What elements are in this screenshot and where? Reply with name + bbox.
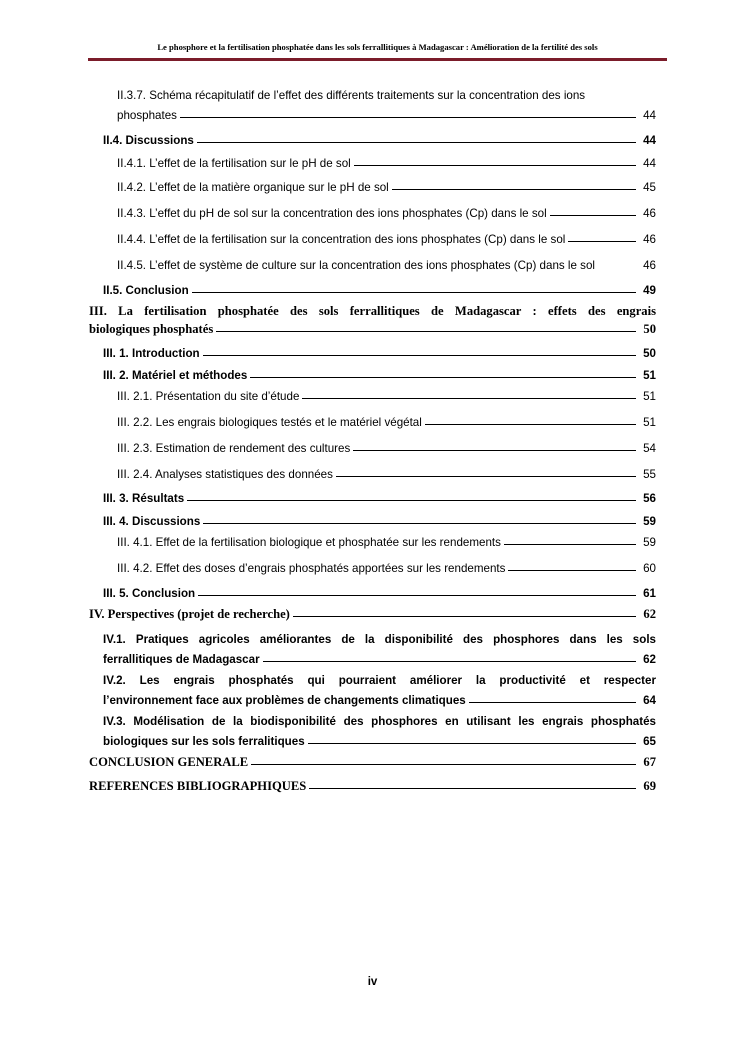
toc-entry-ii-5[interactable]	[103, 283, 656, 301]
toc-entry-iii-5[interactable]	[103, 586, 656, 604]
toc-page-number: 56	[643, 492, 656, 505]
toc-entry-title-line2: ferrallitiques de Madagascar	[103, 653, 260, 666]
toc-page-number: 44	[643, 157, 656, 170]
leader-line	[550, 215, 636, 216]
toc-entry-title: III. 5. Conclusion	[103, 587, 196, 600]
toc-entry-iii-1[interactable]	[103, 346, 656, 364]
toc-page-number: 61	[643, 587, 656, 600]
toc-entry-title: III. 2.1. Présentation du site d’étude	[117, 390, 300, 403]
toc-conclusion-generale[interactable]	[89, 754, 656, 772]
leader-line	[568, 241, 636, 242]
toc-entry-title-line2: biologiques sur les sols ferralitiques	[103, 735, 305, 748]
leader-line	[263, 661, 636, 662]
toc-page-number: 50	[643, 322, 656, 336]
toc-entry-iii-4-1[interactable]	[117, 535, 656, 553]
toc-entry-iv-2[interactable]	[103, 673, 656, 711]
leader-line	[353, 450, 636, 451]
toc-page-number: 49	[643, 284, 656, 297]
toc-page-number: 59	[643, 536, 656, 549]
toc-entry-title: II.4. Discussions	[103, 134, 194, 147]
leader-line	[198, 595, 636, 596]
toc-entry-title: III. 2.4. Analyses statistiques des données	[117, 468, 333, 481]
toc-entry-ii-4-1[interactable]	[117, 156, 656, 174]
toc-page-number: 51	[643, 390, 656, 403]
toc-entry-title: II.4.2. L’effet de la matière organique sur le pH de sol	[117, 181, 389, 194]
toc-entry-title-line1: III. La fertilisation phosphatée des sols ferrallitiques de Madagascar : effets des engrais	[89, 304, 656, 318]
toc-page-number: 50	[643, 347, 656, 360]
toc-page-number: 64	[643, 694, 656, 707]
toc-entry-title: III. 4.2. Effet des doses d’engrais phosphatés apportées sur les rendements	[117, 562, 506, 575]
toc-entry-title-line1: IV.3. Modélisation de la biodisponibilité des phosphores en utilisant les engrais phosphatés	[103, 715, 656, 728]
leader-line	[392, 189, 636, 190]
toc-page-number: 44	[643, 134, 656, 147]
leader-line	[187, 500, 636, 501]
toc-page-number: 62	[643, 607, 656, 621]
toc-entry-title: III. 2. Matériel et méthodes	[103, 369, 248, 382]
toc-entry-ii-3-7[interactable]	[117, 88, 656, 126]
toc-entry-title: II.4.3. L’effet du pH de sol sur la concentration des ions phosphates (Cp) dans le sol	[117, 207, 547, 220]
toc-entry-iii-4-2[interactable]	[117, 561, 656, 579]
leader-line	[251, 764, 636, 765]
leader-line	[203, 523, 636, 524]
toc-entry-title: III. 1. Introduction	[103, 347, 200, 360]
toc-entry-ii-4-5[interactable]	[117, 258, 656, 276]
leader-line	[504, 544, 636, 545]
toc-page-number: 45	[643, 181, 656, 194]
toc-entry-title: REFERENCES BIBLIOGRAPHIQUES	[89, 779, 307, 793]
toc-entry-ii-4-2[interactable]	[117, 180, 656, 198]
toc-entry-title: III. 4. Discussions	[103, 515, 201, 528]
toc-chapter-iii[interactable]	[89, 303, 656, 339]
toc-entry-title: IV. Perspectives (projet de recherche)	[89, 607, 290, 621]
toc-entry-title: II.4.5. L’effet de système de culture sur la concentration des ions phosphates (Cp) dans le sol	[117, 259, 595, 272]
toc-entry-title: CONCLUSION GENERALE	[89, 755, 249, 769]
leader-line	[180, 117, 636, 118]
leader-line	[336, 476, 636, 477]
toc-entry-title-line2: l’environnement face aux problèmes de changements climatiques	[103, 694, 466, 707]
toc-entry-title: III. 3. Résultats	[103, 492, 185, 505]
toc-page-number: 46	[643, 259, 656, 272]
toc-entry-title-line1: IV.1. Pratiques agricoles améliorantes de la disponibilité des phosphores dans les sols	[103, 633, 656, 646]
toc-entry-iv-3[interactable]	[103, 714, 656, 752]
toc-entry-iii-3[interactable]	[103, 491, 656, 509]
toc-entry-iii-2-2[interactable]	[117, 415, 656, 433]
toc-entry-iv-1[interactable]	[103, 632, 656, 670]
toc-page-number: 51	[643, 416, 656, 429]
toc-entry-iii-4[interactable]	[103, 514, 656, 532]
leader-line	[197, 142, 636, 143]
toc-page-number: 69	[643, 779, 656, 793]
toc-entry-title: II.4.1. L’effet de la fertilisation sur le pH de sol	[117, 157, 351, 170]
toc-page-number: 67	[643, 755, 656, 769]
toc-entry-ii-4-3[interactable]	[117, 206, 656, 224]
toc-entry-iii-2[interactable]	[103, 368, 656, 386]
toc-entry-iii-2-3[interactable]	[117, 441, 656, 459]
toc-page-number: 62	[643, 653, 656, 666]
toc-entry-iii-2-1[interactable]	[117, 389, 656, 407]
toc-page-number: 44	[643, 109, 656, 122]
toc-page-number: 65	[643, 735, 656, 748]
toc-entry-title-line2: biologiques phosphatés	[89, 322, 214, 336]
leader-line	[293, 616, 636, 617]
page-number: iv	[367, 976, 378, 988]
toc-entry-title: III. 2.2. Les engrais biologiques testés et le matériel végétal	[117, 416, 422, 429]
toc-page-number: 51	[643, 369, 656, 382]
toc-references[interactable]	[89, 778, 656, 796]
toc-page-number: 54	[643, 442, 656, 455]
toc-entry-title-line1: II.3.7. Schéma récapitulatif de l’effet des différents traitements sur la concentration des ions	[117, 89, 586, 102]
toc-entry-title: III. 4.1. Effet de la fertilisation biologique et phosphatée sur les rendements	[117, 536, 501, 549]
toc-entry-ii-4-4[interactable]	[117, 232, 656, 250]
leader-line	[250, 377, 636, 378]
leader-line	[354, 165, 636, 166]
toc-page-number: 46	[643, 207, 656, 220]
leader-line	[203, 355, 636, 356]
toc-page-number: 46	[643, 233, 656, 246]
leader-line	[192, 292, 636, 293]
leader-line	[425, 424, 636, 425]
toc-chapter-iv[interactable]	[89, 606, 656, 624]
toc-page-number: 55	[643, 468, 656, 481]
leader-line	[216, 331, 636, 332]
toc-entry-title: II.4.4. L’effet de la fertilisation sur la concentration des ions phosphates (Cp) dans le sol	[117, 233, 566, 246]
leader-line	[508, 570, 636, 571]
toc-entry-title-line2: phosphates	[117, 109, 177, 122]
toc-entry-title: III. 2.3. Estimation de rendement des cultures	[117, 442, 351, 455]
toc-page-number: 60	[643, 562, 656, 575]
running-header: Le phosphore et la fertilisation phosphatée dans les sols ferrallitiques à Madagascar : Amélioration de la fertilité des sols	[157, 42, 598, 52]
toc-entry-iii-2-4[interactable]	[117, 467, 656, 485]
leader-line	[308, 743, 636, 744]
toc-entry-title: II.5. Conclusion	[103, 284, 189, 297]
leader-line	[309, 788, 636, 789]
toc-page-number: 59	[643, 515, 656, 528]
leader-line	[469, 702, 636, 703]
toc-entry-ii-4[interactable]	[103, 133, 656, 151]
toc-entry-title-line1: IV.2. Les engrais phosphatés qui pourraient améliorer la productivité et respecter	[103, 674, 656, 687]
leader-line	[302, 398, 636, 399]
